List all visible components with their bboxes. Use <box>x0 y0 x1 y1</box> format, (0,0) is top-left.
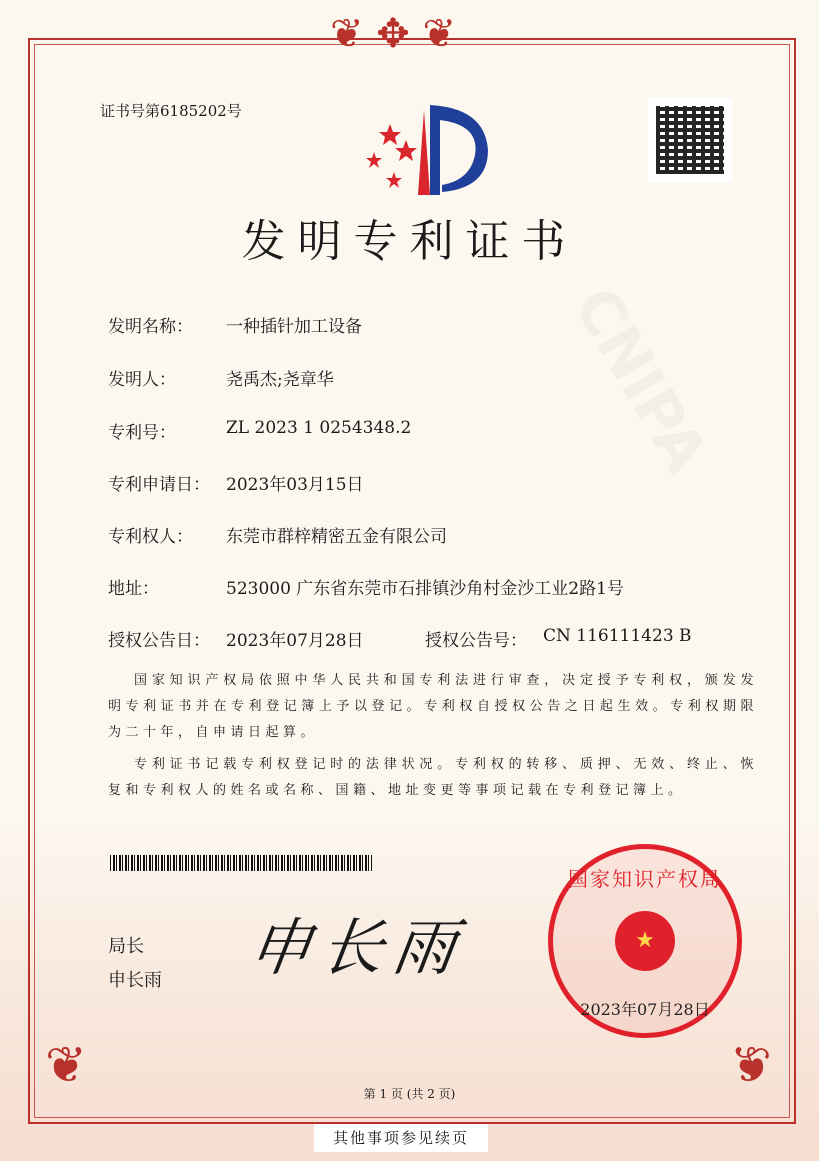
field-patentee <box>108 522 447 547</box>
field-value: 2023年07月28日 <box>226 631 364 651</box>
field-label: 地址： <box>108 579 159 599</box>
field-label: 发明人： <box>108 370 176 390</box>
director-name: 申长雨 <box>108 970 162 991</box>
top-ornament-icon: ❦ ✥ ❦ <box>330 11 456 57</box>
field-label: 专利号： <box>108 423 176 443</box>
field-patent-number <box>108 418 411 443</box>
field-address <box>108 574 624 599</box>
field-value: 一种插针加工设备 <box>226 317 362 337</box>
barcode <box>110 855 372 871</box>
page-indicator: 第 1 页 (共 2 页) <box>363 1087 456 1101</box>
field-label: 授权公告日： <box>108 631 210 651</box>
corner-ornament-icon: ❦ <box>45 1036 87 1094</box>
field-publication-number <box>425 626 692 651</box>
field-value: 尧禹杰;尧章华 <box>226 370 334 390</box>
field-value: 东莞市群梓精密五金有限公司 <box>226 527 447 547</box>
continuation-note: 其他事项参见续页 <box>314 1124 488 1152</box>
national-emblem-icon: ★ <box>615 911 675 971</box>
statement-paragraph: 专利证书记载专利权登记时的法律状况。专利权的转移、质押、无效、终止、恢复和专利权人的姓名或名称、国籍、地址变更等事项记载在专利登记簿上。 <box>108 757 758 798</box>
field-invention-name <box>108 312 362 337</box>
field-value: 523000 广东省东莞市石排镇沙角村金沙工业2路1号 <box>226 579 624 599</box>
official-seal <box>548 844 742 1038</box>
field-label: 专利权人： <box>108 527 193 547</box>
field-value: CN 116111423 B <box>543 626 692 646</box>
director-signature: 申长雨 <box>244 911 471 984</box>
field-value: 2023年03月15日 <box>226 475 364 495</box>
seal-text: 国家知识产权局 <box>568 867 722 891</box>
director-title: 局长 <box>108 936 144 957</box>
certificate-number: 证书号第6185202号 <box>100 102 242 120</box>
field-inventor <box>108 365 334 390</box>
corner-ornament-icon: ❦ <box>730 1036 772 1094</box>
field-label: 发明名称： <box>108 317 193 337</box>
qr-code <box>648 98 732 182</box>
field-label: 授权公告号： <box>425 631 527 651</box>
statement-paragraph: 国家知识产权局依照中华人民共和国专利法进行审查，决定授予专利权，颁发发明专利证书并在专利登记簿上予以登记。专利权自授权公告之日起生效。专利权期限为二十年，自申请日起算。 <box>108 673 758 740</box>
field-grant-date <box>108 626 364 651</box>
cnipa-logo-icon <box>360 100 490 200</box>
field-application-date <box>108 470 364 495</box>
field-value: ZL 2023 1 0254348.2 <box>226 418 412 438</box>
document-title: 发明专利证书 <box>241 216 578 267</box>
seal-date: 2023年07月28日 <box>580 1000 710 1019</box>
field-label: 专利申请日： <box>108 475 210 495</box>
